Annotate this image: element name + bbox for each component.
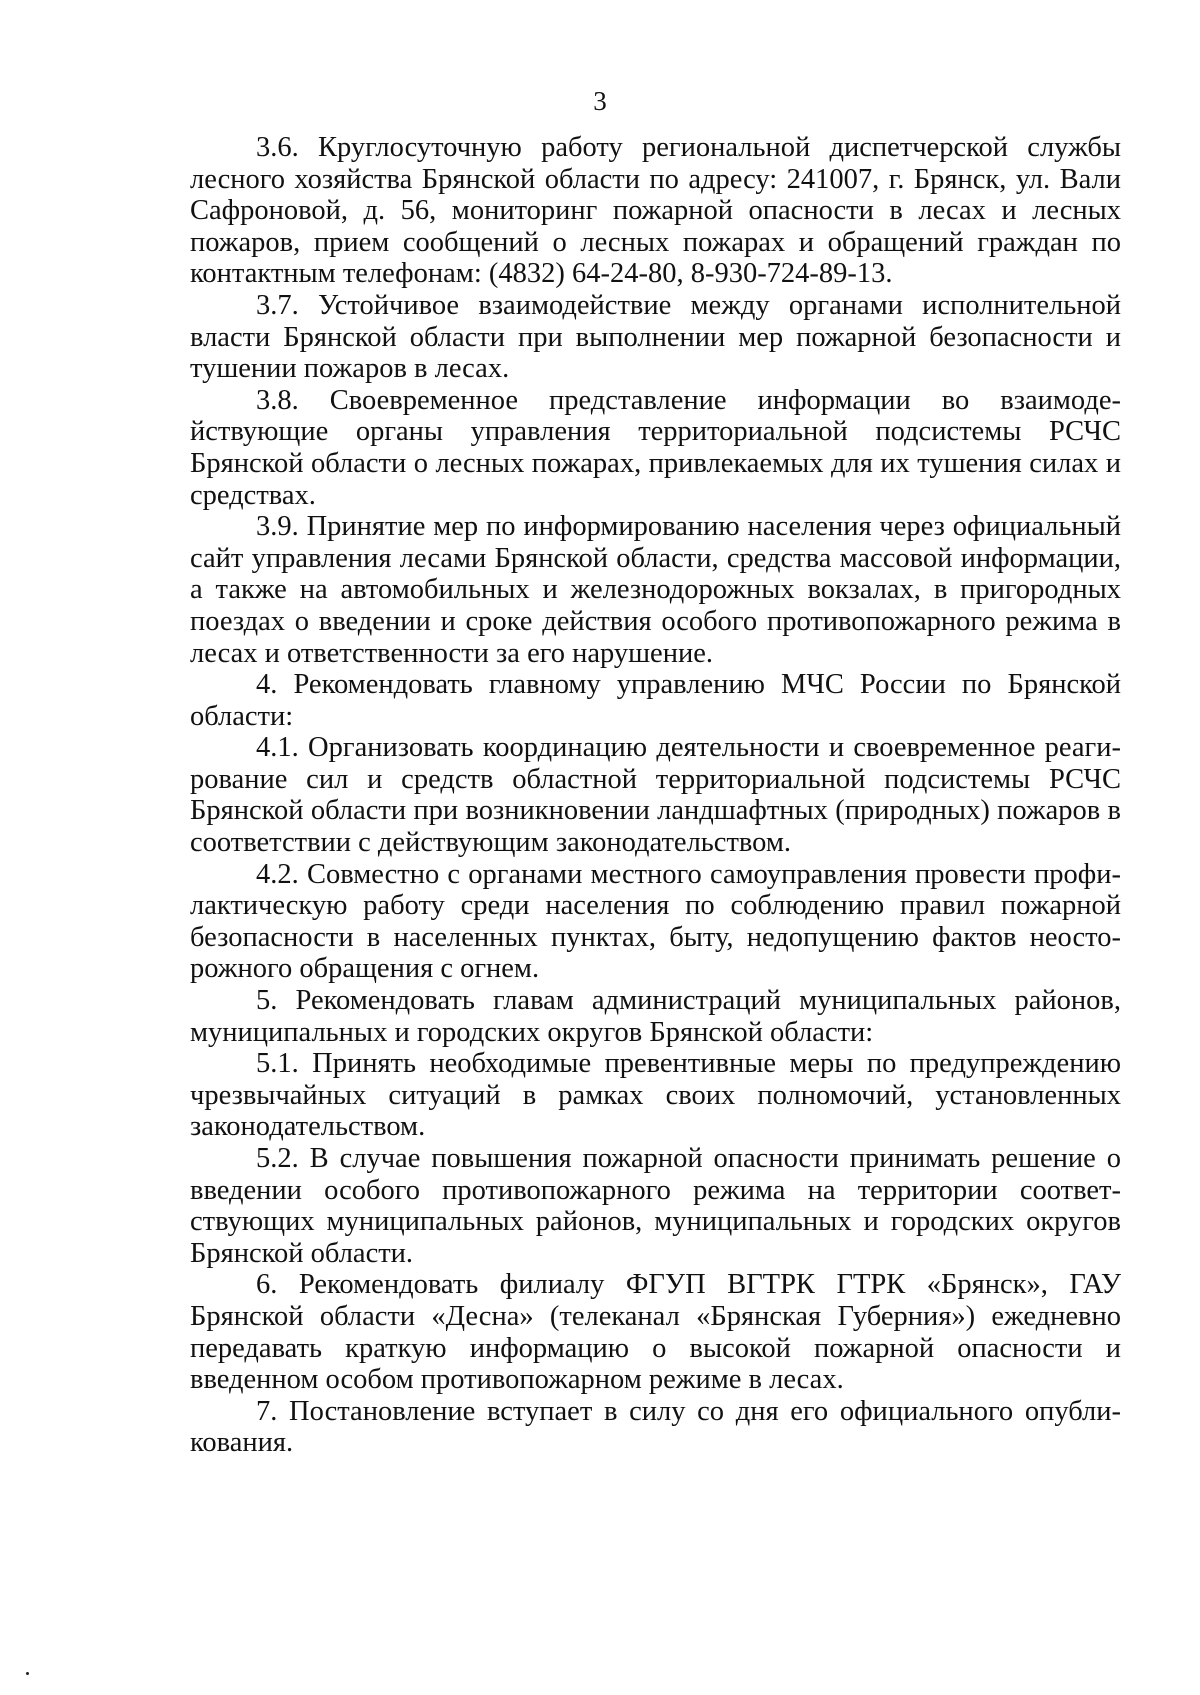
paragraph-5-1: 5.1. Принять необходимые превентивные меры по предупреждению чрезвычайных ситуаций в рамках своих полномочий, установленных законодательством. <box>190 1048 1121 1143</box>
document-body <box>190 132 1121 1459</box>
paragraph-7: 7. Постановление вступает в силу со дня его официального опубликования. <box>190 1395 1121 1459</box>
paragraph-3-7: 3.7. Устойчивое взаимодействие между органами исполнительной власти Брянской области при выполнении мер пожарной безопасности и тушении пожаров в лесах. <box>190 289 1121 385</box>
paragraph-4-2: 4.2. Совместно с органами местного самоуправления провести профилактическую работу среди населения по соблюдению правил пожарной безопасности в населенных пунктах, быту, недопущению фактов неосторожного обращения с огнем. <box>190 858 1121 985</box>
scan-artifact-dot <box>26 1672 29 1675</box>
paragraph-3-8: 3.8. Своевременное представление информации во взаимодействующие органы управления территориальной подсистемы РСЧС Брянской области о лесных пожарах, привлекаемых для их тушения силах и средствах. <box>190 384 1121 511</box>
page-number: 3 <box>593 86 607 116</box>
paragraph-5-2: 5.2. В случае повышения пожарной опасности принимать решение о введении особого противопожарного режима на территории соответствующих муниципальных районов, муниципальных и городских округов Брянской области. <box>190 1143 1121 1269</box>
paragraph-6: 6. Рекомендовать филиалу ФГУП ВГТРК ГТРК «Брянск», ГАУ Брянской области «Десна» (телеканал «Брянская Губерния») ежедневно передавать краткую информацию о высокой пожарной опасности и введенном особом противопожарном режиме в лесах. <box>190 1269 1121 1396</box>
paragraph-3-6: 3.6. Круглосуточную работу региональной диспетчерской службы лесного хозяйства Брянской области по адресу: 241007, г. Брянск, ул. Вали Сафроновой, д. 56, мониторинг пожарной опасности в лесах и лесных пожаров, прием сообщений о лесных пожарах и обращений граждан по контактным телефонам: (4832) 64-24-80, 8-930-724-89-13. <box>190 132 1121 290</box>
paragraph-4: 4. Рекомендовать главному управлению МЧС России по Брянской области: <box>190 669 1121 732</box>
paragraph-3-9: 3.9. Принятие мер по информированию населения через официальный сайт управления лесами Брянской области, средства массовой информации, а также на автомобильных и железнодорожных вокзалах, в пригородных поездах о введении и сроке действия особого противопожарного режима в лесах и ответственности за его нарушение. <box>190 511 1121 669</box>
paragraph-5: 5. Рекомендовать главам администраций муниципальных районов, муниципальных и городских округов Брянской области: <box>190 985 1121 1048</box>
paragraph-4-1: 4.1. Организовать координацию деятельности и своевременное реагирование сил и средств областной территориальной подсистемы РСЧС Брянской области при возникновении ландшафтных (природных) пожаров в соответствии с действующим законодательством. <box>190 732 1121 859</box>
